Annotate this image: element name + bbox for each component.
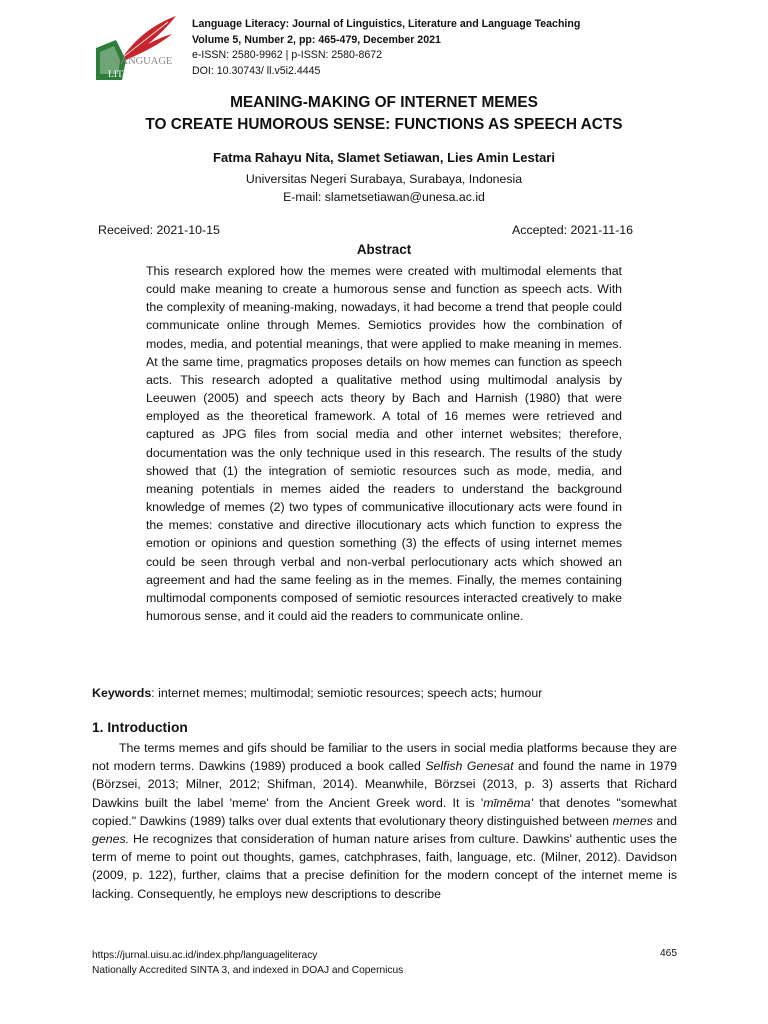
accreditation-note: Nationally Accredited SINTA 3, and indexed in DOAJ and Copernicus [92,965,404,976]
intro-text-1: The terms memes and gifs should be familiar to the users in social media platforms because they are not modern terms. Dawkins (1989) produced a book called [92,741,677,774]
journal-name: Language Literacy: Journal of Linguistics, Literature and Language Teaching [192,18,581,30]
email: E-mail: slametsetiawan@unesa.ac.id [283,190,485,204]
page-footer [92,948,403,978]
author-list: Fatma Rahayu Nita, Slamet Setiawan, Lies Amin Lestari [213,150,555,165]
title-line-1: MEANING-MAKING OF INTERNET MEMES [230,94,538,111]
introduction-paragraph [92,739,677,903]
affiliation: Universitas Negeri Surabaya, Surabaya, Indonesia [245,172,523,186]
received-date: Received: 2021-10-15 [98,223,220,237]
page-number: 465 [660,948,677,959]
intro-italic-2: mīmēma' [483,795,533,810]
logo-text-bottom: LITERACY [108,70,155,80]
intro-text-4: He recognizes that consideration of human nature arises from culture. Dawkins' authentic uses the term of meme to point out thoughts, games, catchphrases, faith, language, etc. (Milner, 2012). Davidson (2009, p. 122), further, claims that a precise definition for the modern concept of the internet meme is lacking. Consequently, he employs new descriptions to describe [92,832,677,901]
introduction-body [92,739,677,903]
keywords-line [92,686,542,700]
quill-feather-icon [122,16,176,60]
abstract-text: This research explored how the memes were created with multimodal elements that could make meaning to create a humorous sense and function as speech acts. With the complexity of meaning-making, nowadays, it had become a trend that people could communicate online through Memes. Semiotics provides how the combination of modes, media, and potential meanings, that were applied to make meaning in memes. At the same time, pragmatics proposes details on how memes can function as speech acts. This research adopted a qualitative method using multimodal analysis by Leeuwen (2005) and speech acts theory by Bach and Harnish (1980) that were employed as the theoretical framework. A total of 16 memes were retrieved and captured as JPG files from social media and other internet websites; therefore, documentation was the only technique used in this research. The results of the study showed that (1) the integration of semiotic resources such as mode, media, and meaning potentials in memes aided the readers to understand the background knowledge of memes (2) two types of communicative illocutionary acts were found in the memes: constative and directive illocutionary acts which function to express the emotion or opinions and question something (3) the effects of using internet memes could be seen through verbal and non-verbal perlocutionary acts which showed an agreement and had the same feeling as in the memes. Finally, the memes containing multimodal components composed of semiotic resources interacted creatively to make humorous sense, and it could aid the readers to communicate online. [146,264,622,623]
intro-italic-1: Selfish Genesat [425,759,514,774]
abstract-heading: Abstract [356,242,412,257]
doi-info: DOI: 10.30743/ ll.v5i2.4445 [192,64,321,77]
abstract-body [146,262,622,625]
journal-logo [92,14,184,80]
title-line-2: TO CREATE HUMOROUS SENSE: FUNCTIONS AS SPEECH ACTS [145,116,623,133]
introduction-heading: 1. Introduction [92,720,188,735]
keywords-text: : internet memes; multimodal; semiotic resources; speech acts; humour [151,686,543,700]
intro-text-2: and found the name in 1979 (Börzsei, 2013; Milner, 2012; Shifman, 2014). Meanwhile, Börzsei (2013, p. 3) asserts that Richard Dawkins built the label 'meme' from the Ancient Greek word. It is ' [92,759,677,810]
logo-text-top: LANGUAGE [114,56,173,67]
intro-text-and: and [652,813,678,828]
volume-info: Volume 5, Number 2, pp: 465-479, December 2021 [192,33,441,46]
intro-italic-genes: genes. [92,832,130,847]
intro-italic-memes: memes [612,813,653,828]
paper-title [0,92,768,136]
keywords-label: Keywords [92,686,152,700]
issn-info: e-ISSN: 2580-9962 | p-ISSN: 2580-8672 [192,49,383,61]
journal-info [192,17,580,79]
affiliation-block [0,170,768,206]
journal-url[interactable]: https://jurnal.uisu.ac.id/index.php/languageliteracy [92,950,318,961]
accepted-date: Accepted: 2021-11-16 [511,223,633,237]
intro-text-3: that denotes "somewhat copied." Dawkins (1989) talks over dual extents that evolutionary theory distinguished between [92,795,677,828]
